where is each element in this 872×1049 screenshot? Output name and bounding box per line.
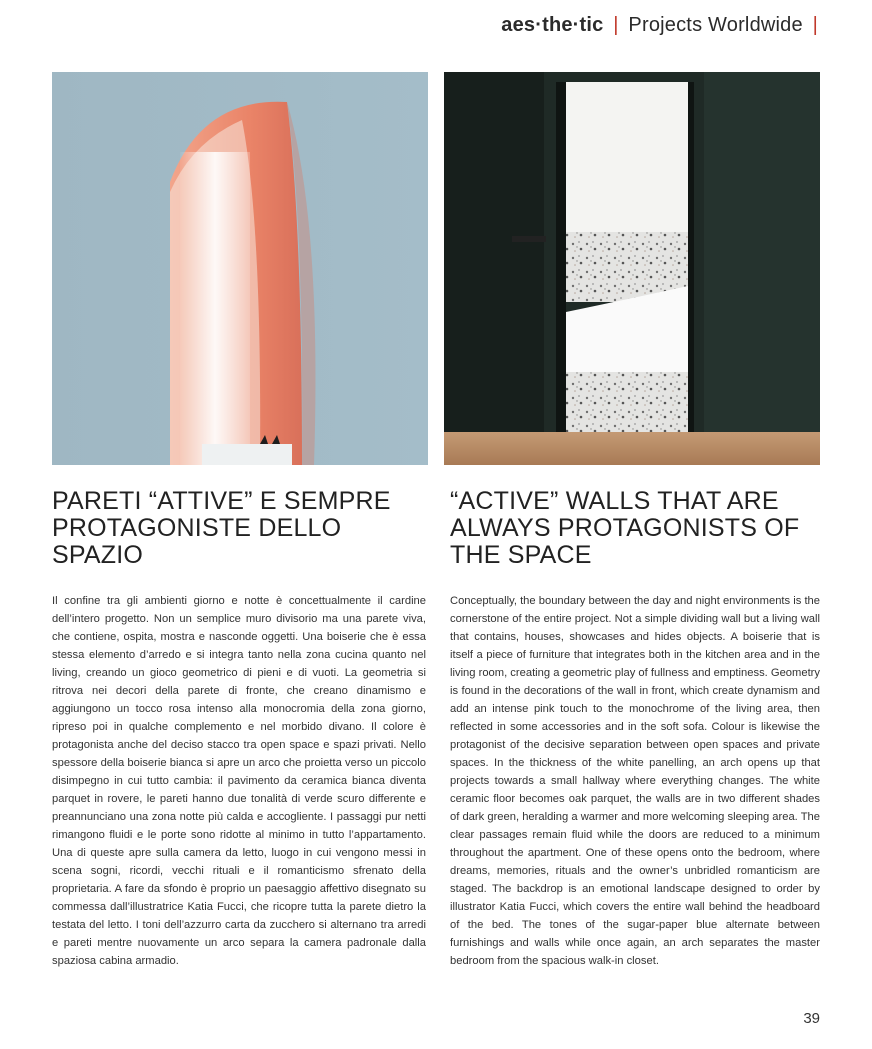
header-separator-end: |: [812, 14, 818, 36]
english-title: “ACTIVE” WALLS THAT ARE ALWAYS PROTAGONISTS OF THE SPACE: [450, 487, 800, 569]
italian-body-text: Il confine tra gli ambienti giorno e notte è concettualmente il cardine dell’intero progetto. Non un semplice muro divisorio ma una parete viva, che contiene, ospita, mostra e nasconde oggetti. Una boiserie che è essa stessa elemento d’arredo e si integra tanto nella zona cucina quanto nel living, creando un gioco geometrico di pieni e di vuoti. La geometria si ritrova nei decori della parete di fronte, che creano dinamismo e aggiungono un tocco rosa intenso alla monocromia della zona giorno, ripreso poi in qualche complemento e nel morbido divano. Il colore è protagonista anche del deciso stacco tra open space e spazi privati. Nello spessore della boiserie bianca si apre un arco che proietta verso un piccolo disimpegno in cui tutto cambia: il pavimento da ceramica bianca diventa parquet in rovere, le pareti hanno due tonalità di verde scuro differente e preannunciano una zona notte più calda e accogliente. I passaggi pur netti rimangono fluidi e le porte sono ridotte al minimo in tutto l’appartamento. Una di queste apre sulla camera da letto, luogo in cui vengono messi in scena sogni, ricordi, vecchi rituali e il romanticismo sfrenato della proprietaria. A fare da sfondo è proprio un paesaggio affettivo disegnato su commessa dall’illustratrice Katia Fucci, che ricopre tutta la parete dietro la testata del letto. I toni dell’azzurro carta da zucchero si alternano tra arredi e pareti mentre nuovamente un arco separa la camera padronale dalla spaziosa cabina armadio.: [52, 595, 426, 967]
magazine-header: [501, 14, 822, 37]
english-body-text: Conceptually, the boundary between the day and night environments is the cornerstone of the entire project. Not a simple dividing wall but a living wall that contains, houses, showcases and hides objects. A boiserie that is itself a piece of furniture that integrates both in the kitchen area and in the living room, creating a geometric play of fullness and emptiness. Geometry is found in the decorations of the wall in front, which create dynamism and add an intense pink touch to the monochrome of the living area, then reflected in some accessories and in the soft sofa. Colour is likewise the protagonist of the decisive separation between open spaces and private spaces. In the thickness of the white panelling, an arch opens up that projects towards a small hallway where everything changes. The white ceramic floor becomes oak parquet, the walls are in two different shades of dark green, heralding a warmer and more welcoming sleeping area. The clear passages remain fluid while the doors are reduced to a minimum throughout the apartment. One of these opens onto the bedroom, where dreams, memories, rituals and the owner’s unbridled romanticism are staged. The backdrop is an emotional landscape designed to order by illustrator Katia Fucci, which covers the entire wall behind the headboard of the bed. The tones of the sugar-paper blue alternate between furnishings and walls while once again, an arch separates the master bedroom from the spacious walk-in closet.: [450, 595, 820, 967]
italian-title: PARETI “ATTIVE” E SEMPRE PROTAGONISTE DELLO SPAZIO: [52, 487, 391, 569]
brand-name: aes·the·tic: [501, 14, 604, 36]
page-number: 39: [803, 1010, 820, 1027]
section-name: Projects Worldwide: [628, 14, 803, 36]
arch-hallway-photo: [52, 72, 428, 465]
header-separator: |: [613, 14, 619, 36]
bathroom-doorway-photo: [444, 72, 820, 465]
